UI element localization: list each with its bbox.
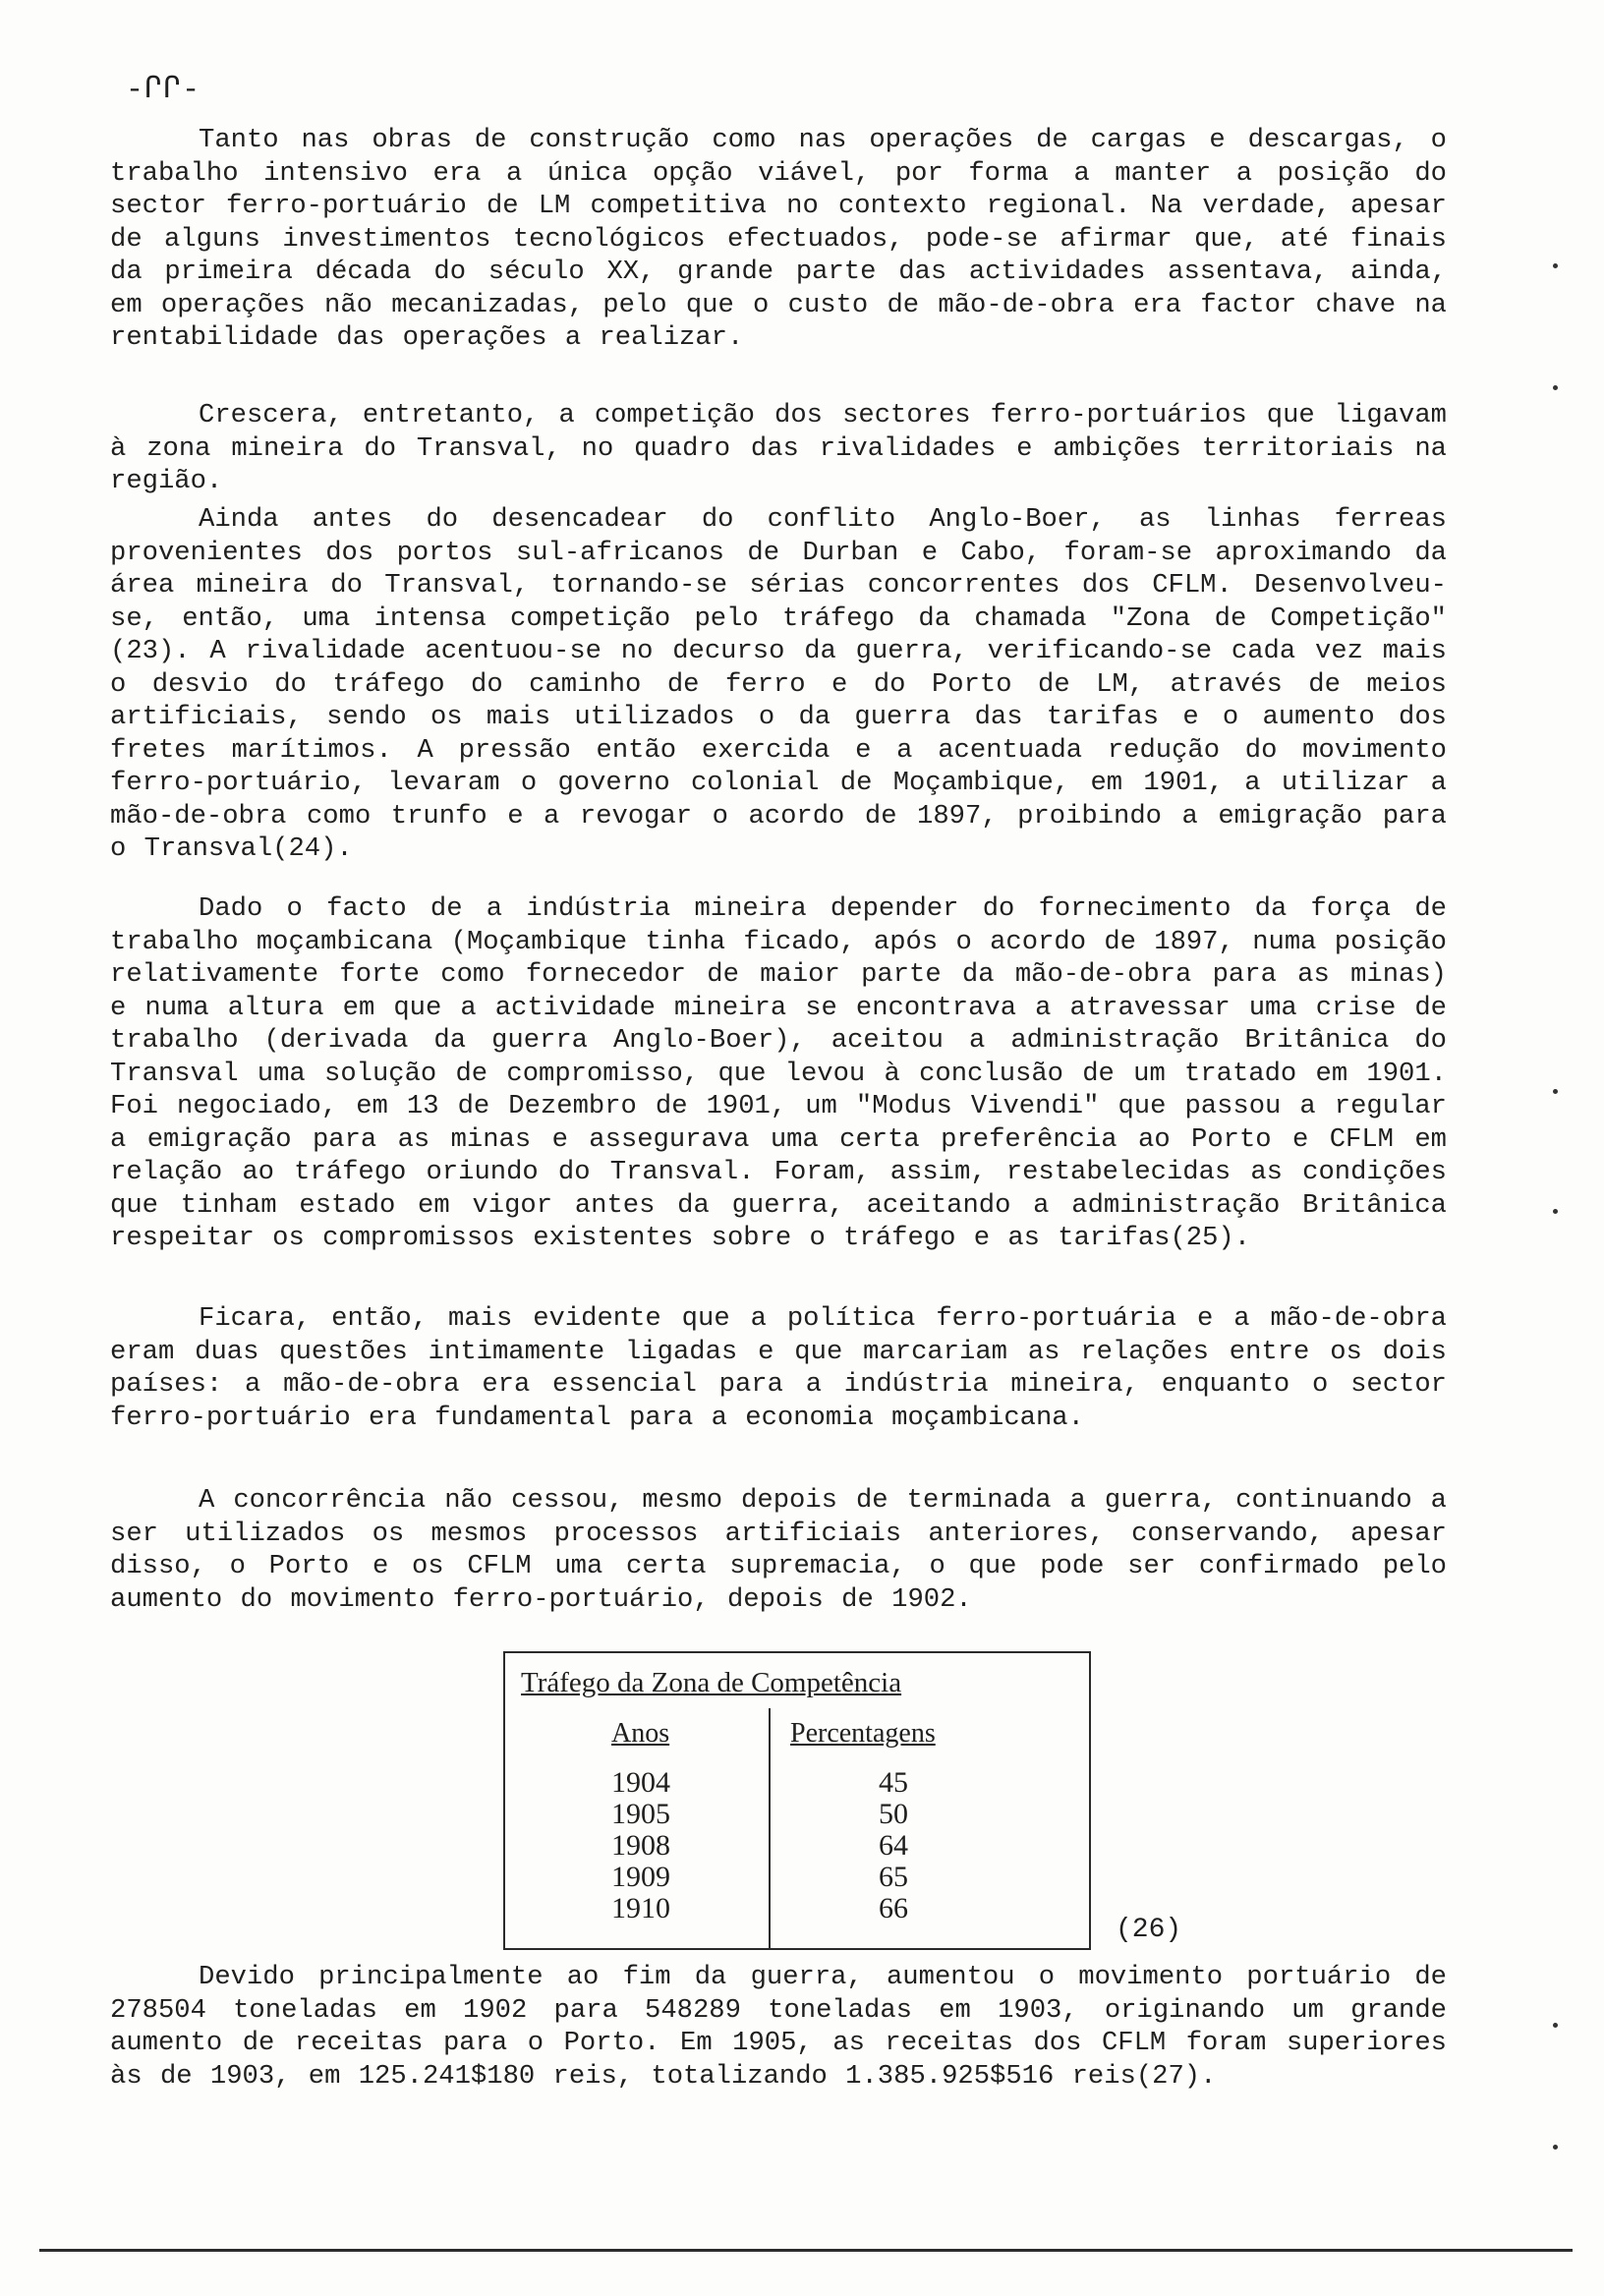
table-cell-year: 1909 <box>611 1861 670 1893</box>
margin-mark <box>1553 2023 1558 2028</box>
paragraph-5: Ficara, então, mais evidente que a política ferro-portuária e a mão-de-obra eram duas questões intimamente ligadas e que marcariam as relações entre os dois países: a mão-de-obra era essencial para a indústria mineira, enquanto o sector ferro-portuário era fundamental para a economia moçambicana. <box>110 1303 1447 1433</box>
table-footnote-reference: (26) <box>1116 1915 1182 1945</box>
column-divider <box>769 1708 771 1950</box>
column-header-years: Anos <box>611 1718 670 1749</box>
table-cell-percentage: 65 <box>879 1861 908 1893</box>
paragraph-2: Crescera, entretanto, a competição dos sectores ferro-portuários que ligavam à zona mineira do Transval, no quadro das rivalidades e ambições territoriais na região. <box>110 400 1447 496</box>
traffic-table <box>503 1651 1091 1950</box>
paragraph-1: Tanto nas obras de construção como nas operações de cargas e descargas, o trabalho intensivo era a única opção viável, por forma a manter a posição do sector ferro-portuário de LM competitiva no contexto regional. Na verdade, apesar de alguns investimentos tecnológicos efectuados, pode-se afirmar que, até finais da primeira década do século XX, grande parte das actividades assentava, ainda, em operações não mecanizadas, pelo que o custo de mão-de-obra era factor chave na rentabilidade das operações a realizar. <box>110 125 1447 353</box>
margin-mark <box>1553 385 1558 390</box>
paragraph-6: A concorrência não cessou, mesmo depois de terminada a guerra, continuando a ser utilizados os mesmos processos artificiais anteriores, conservando, apesar disso, o Porto e os CFLM uma certa supremacia, o que pode ser confirmado pelo aumento do movimento ferro-portuário, depois de 1902. <box>110 1485 1447 1615</box>
table-cell-percentage: 64 <box>879 1829 908 1862</box>
table-cell-year: 1908 <box>611 1829 670 1862</box>
page-number: -ՐՐ- <box>126 74 201 107</box>
table-cell-year: 1905 <box>611 1798 670 1830</box>
paragraph-4: Dado o facto de a indústria mineira depender do fornecimento da força de trabalho moçambicana (Moçambique tinha ficado, após o acordo de 1897, numa posição relativamente forte como fornecedor de maior parte da mão-de-obra para as minas) e numa altura em que a actividade mineira se encontrava a atravessar uma crise de trabalho (derivada da guerra Anglo-Boer), aceitou a administração Britânica do Transval uma solução de compromisso, que levou à conclusão de um tratado em 1901. Foi negociado, em 13 de Dezembro de 1901, um "Modus Vivendi" que passou a regular a emigração para as minas e assegurava uma certa preferência ao Porto e CFLM em relação ao tráfego oriundo do Transval. Foram, assim, restabelecidas as condições que tinham estado em vigor antes da guerra, aceitando a administração Britânica respeitar os compromissos existentes sobre o tráfego e as tarifas(25). <box>110 893 1447 1253</box>
table-cell-percentage: 66 <box>879 1892 908 1924</box>
paragraph-3: Ainda antes do desencadear do conflito Anglo-Boer, as linhas ferreas provenientes dos portos sul-africanos de Durban e Cabo, foram-se aproximando da área mineira do Transval, tornando-se sérias concorrentes dos CFLM. Desenvolveu-se, então, uma intensa competição pelo tráfego da chamada "Zona de Competição"(23). A rivalidade acentuou-se no decurso da guerra, verificando-se cada vez mais o desvio do tráfego do caminho de ferro e do Porto de LM, através de meios artificiais, sendo os mais utilizados o da guerra das tarifas e o aumento dos fretes marítimos. A pressão então exercida e a acentuada redução do movimento ferro-portuário, levaram o governo colonial de Moçambique, em 1901, a utilizar a mão-de-obra como trunfo e a revogar o acordo de 1897, proibindo a emigração para o Transval(24). <box>110 504 1447 864</box>
table-cell-year: 1910 <box>611 1892 670 1924</box>
margin-mark <box>1553 1089 1558 1094</box>
table-cell-percentage: 45 <box>879 1766 908 1799</box>
table-title: Tráfego da Zona de Competência <box>521 1667 902 1698</box>
paragraph-7: Devido principalmente ao fim da guerra, aumentou o movimento portuário de 278504 toneladas em 1902 para 548289 toneladas em 1903, originando um grande aumento de receitas para o Porto. Em 1905, as receitas dos CFLM foram superiores às de 1903, em 125.241$180 reis, totalizando 1.385.925$516 reis(27). <box>110 1962 1447 2092</box>
margin-mark <box>1553 1209 1558 1214</box>
margin-mark <box>1553 2145 1558 2150</box>
table-cell-percentage: 50 <box>879 1798 908 1830</box>
percentages-column <box>879 1767 908 1924</box>
table-cell-year: 1904 <box>611 1766 670 1799</box>
years-column <box>611 1767 670 1924</box>
footer-rule <box>39 2249 1573 2252</box>
margin-mark <box>1553 263 1558 268</box>
column-header-percentages: Percentagens <box>790 1718 936 1749</box>
